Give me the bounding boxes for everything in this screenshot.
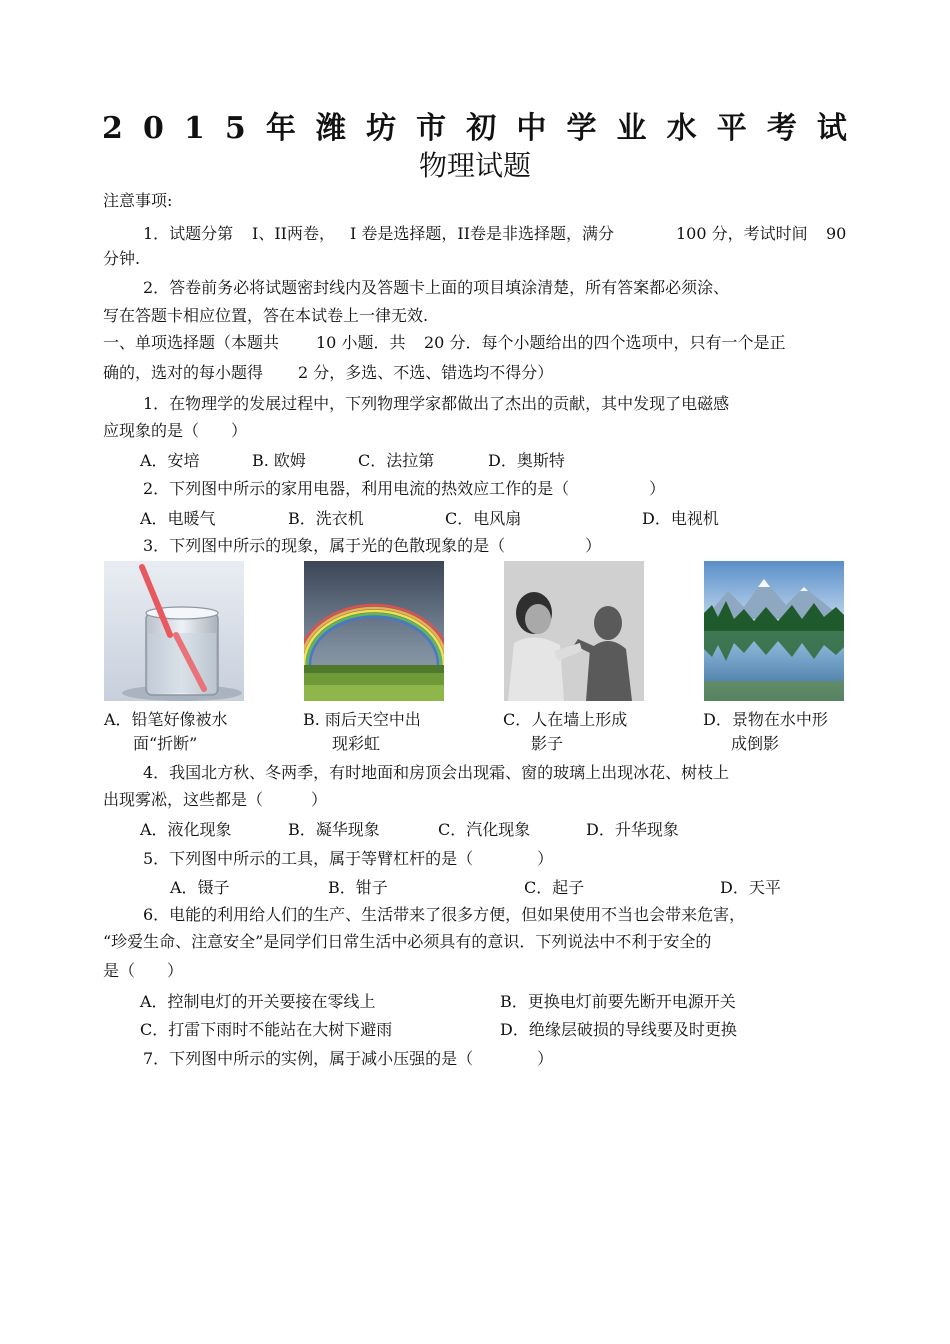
notes-item1-d: 100 分，考试时间 (676, 224, 808, 243)
title-char: 0 (142, 111, 164, 146)
q2-option-b: B．洗衣机 (288, 509, 364, 528)
q5-option-a: A．镊子 (170, 878, 230, 897)
section1-line2-b: 2 分，多选、不选、错选均不得分） (298, 363, 554, 382)
section1-line2-a: 确的，选对的每小题得 (103, 363, 264, 382)
title-char: 考 (766, 111, 797, 146)
title-char: 坊 (366, 111, 397, 146)
q6-stem-line3: 是（ ） (103, 961, 184, 980)
q1-option-c: C．法拉第 (358, 451, 435, 470)
exam-title (102, 111, 847, 147)
q6-stem-line2: “珍爱生命、注意安全”是同学们日常生活中必须具有的意识．下列说法中不利于安全的 (103, 932, 712, 951)
q5-option-b: B．钳子 (328, 878, 388, 897)
q3-caption-b-line1: B. 雨后天空中出 (303, 710, 421, 729)
title-char: 1 (183, 111, 205, 146)
exam-subtitle: 物理试题 (418, 149, 531, 182)
section1-line1-a: 一、单项选择题（本题共 (103, 333, 280, 352)
title-char: 学 (566, 111, 597, 146)
q5-option-c: C．起子 (524, 878, 585, 897)
q4-stem-line1: 4．我国北方秋、冬两季，有时地面和房顶会出现霜、窗的玻璃上出现冰花、树枝上 (143, 763, 730, 782)
q3-caption-d-line2: 成倒影 (731, 734, 780, 753)
title-char: 市 (416, 111, 447, 146)
q6-option-a: A．控制电灯的开关要接在零线上 (140, 992, 376, 1011)
notes-item1-a: 1．试题分第 (143, 224, 234, 243)
notes-item1-c: I 卷是选择题，II卷是非选择题，满分 (350, 224, 615, 243)
q1-option-d: D．奥斯特 (488, 451, 565, 470)
notes-heading: 注意事项: (103, 191, 173, 210)
q3-caption-c-line2: 影子 (531, 734, 564, 753)
notes-item1-e: 90 (826, 224, 847, 243)
title-char: 年 (265, 111, 296, 146)
title-char: 平 (716, 111, 747, 146)
section1-line1-b: 10 小题．共 (316, 333, 406, 352)
pencil-in-water-image (104, 561, 244, 701)
q1-stem-line2: 应现象的是（ ） (103, 421, 248, 440)
shadow-on-wall-image (504, 561, 644, 701)
q3-caption-a-line1: A．铅笔好像被水 (104, 710, 228, 729)
q4-stem-line2: 出现雾凇，这些都是（ ） (103, 790, 328, 809)
q7-stem: 7．下列图中所示的实例，属于减小压强的是（ ） (143, 1049, 554, 1068)
q3-caption-d-line1: D．景物在水中形 (703, 710, 828, 729)
title-char: 中 (516, 111, 547, 146)
rainbow-image (304, 561, 444, 701)
q2-option-c: C．电风扇 (445, 509, 522, 528)
q1-stem-line1: 1．在物理学的发展过程中，下列物理学家都做出了杰出的贡献，其中发现了电磁感 (143, 394, 730, 413)
q2-option-a: A．电暖气 (140, 509, 216, 528)
q4-option-a: A．液化现象 (140, 820, 232, 839)
q3-caption-b-line2: 现彩虹 (332, 734, 381, 753)
title-char: 业 (616, 111, 647, 146)
q2-option-d: D．电视机 (642, 509, 719, 528)
q1-option-b: B. 欧姆 (252, 451, 306, 470)
title-char: 初 (466, 111, 497, 146)
q1-option-a: A．安培 (140, 451, 200, 470)
notes-item2-line2: 写在答题卡相应位置，答在本试卷上一律无效. (103, 306, 429, 325)
q3-stem: 3．下列图中所示的现象，属于光的色散现象的是（ ） (143, 536, 602, 555)
q5-option-d: D．天平 (720, 878, 781, 897)
title-char: 试 (816, 111, 847, 146)
q6-option-b: B．更换电灯前要先断开电源开关 (500, 992, 736, 1011)
q4-option-b: B．凝华现象 (288, 820, 380, 839)
title-char: 5 (224, 111, 246, 146)
q2-stem: 2．下列图中所示的家用电器，利用电流的热效应工作的是（ ） (143, 479, 666, 498)
notes-item2-line1: 2．答卷前务必将试题密封线内及答题卡上面的项目填涂清楚，所有答案都必须涂、 (143, 278, 730, 297)
q6-stem-line1: 6．电能的利用给人们的生产、生活带来了很多方便，但如果使用不当也会带来危害， (143, 905, 746, 924)
title-char: 2 (102, 111, 123, 146)
title-char: 水 (666, 111, 697, 146)
notes-item1-b: I、II两卷， (252, 224, 335, 243)
q6-option-d: D．绝缘层破损的导线要及时更换 (500, 1020, 737, 1039)
q6-option-c: C．打雷下雨时不能站在大树下避雨 (140, 1020, 393, 1039)
q3-caption-c-line1: C．人在墙上形成 (503, 710, 628, 729)
section1-line1-c: 20 分．每个小题给出的四个选项中，只有一个是正 (424, 333, 786, 352)
q4-option-c: C．汽化现象 (438, 820, 531, 839)
title-char: 潍 (315, 111, 346, 146)
q3-caption-a-line2: 面“折断” (133, 734, 198, 753)
lake-reflection-image (704, 561, 844, 701)
notes-item1-line2: 分钟. (103, 249, 141, 268)
q4-option-d: D．升华现象 (586, 820, 679, 839)
q5-stem: 5．下列图中所示的工具，属于等臂杠杆的是（ ） (143, 849, 554, 868)
